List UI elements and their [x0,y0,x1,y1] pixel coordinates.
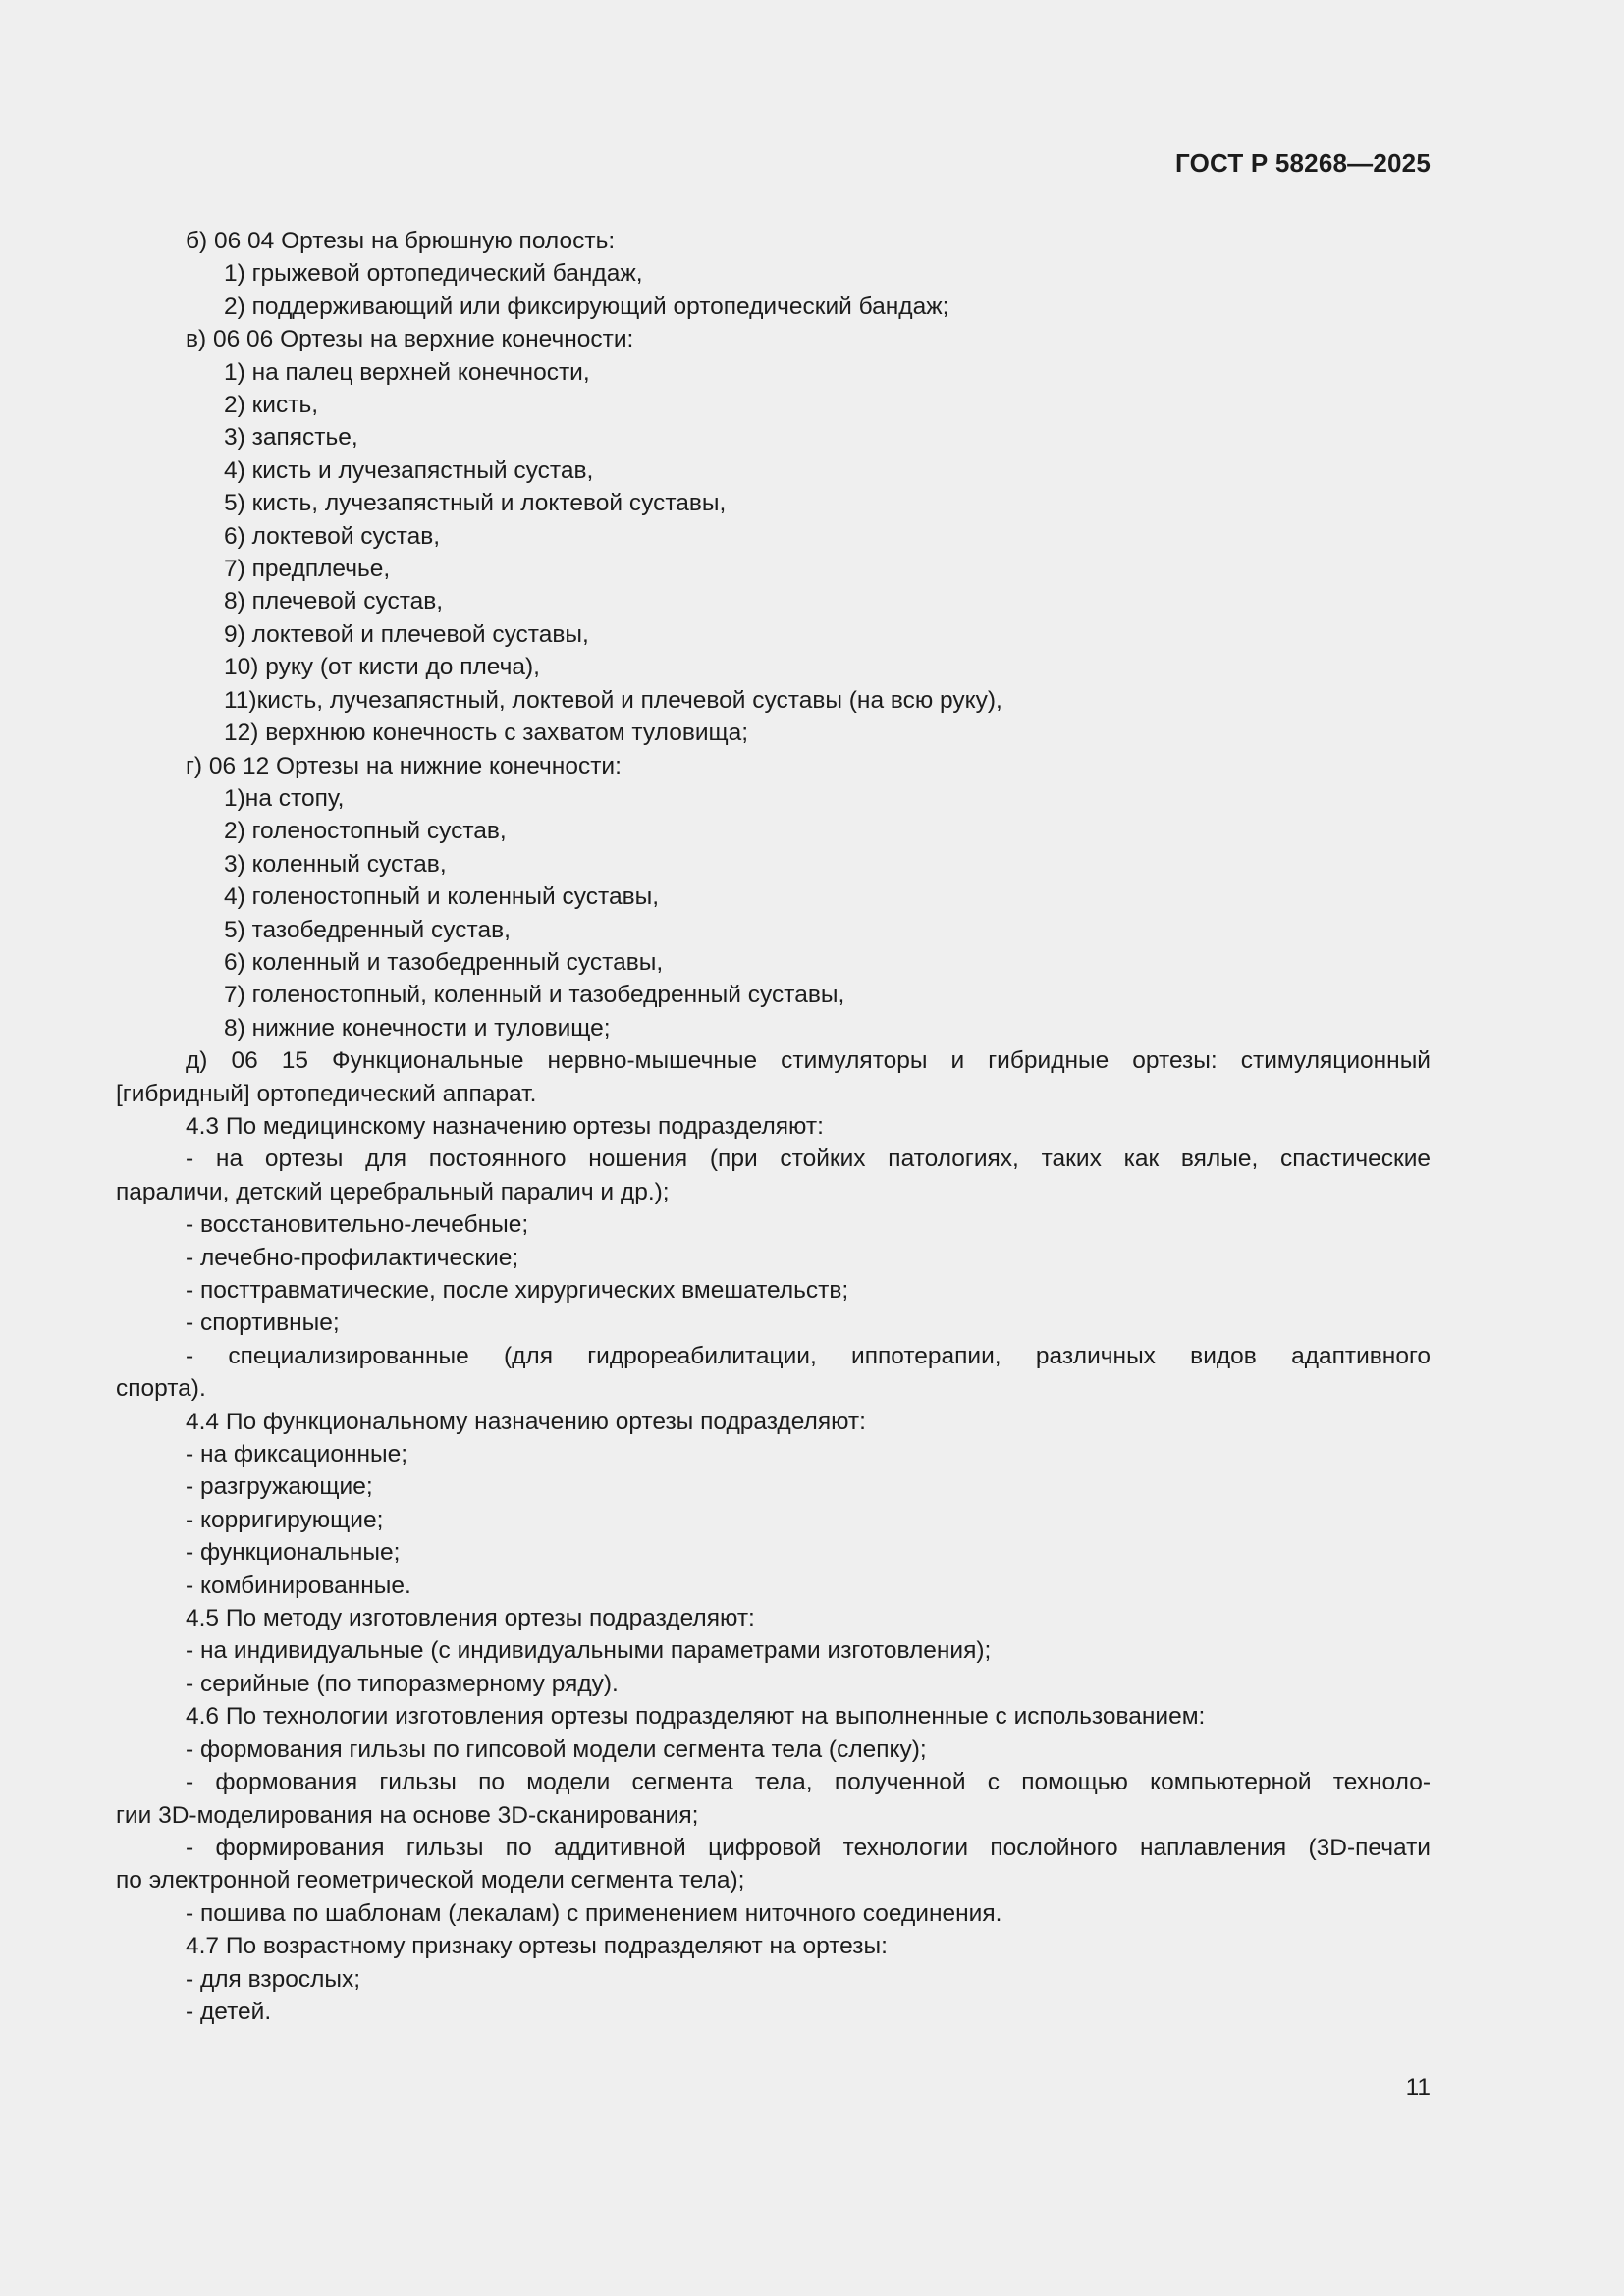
text-line: - посттравматические, после хирургических вмешательств; [186,1277,849,1304]
text-line: - спортивные; [186,1309,340,1337]
document-body [116,225,1431,2028]
text-line: 4.7 По возрастному признаку ортезы подразделяют на ортезы: [186,1933,888,1960]
text-line: - серийные (по типоразмерному ряду). [186,1670,619,1697]
text-line: 8) нижние конечности и туловище; [224,1014,611,1041]
text-line: - формования гильзы по гипсовой модели сегмента тела (слепку); [186,1735,927,1763]
text-line: - для взрослых; [186,1965,361,1993]
text-line: - лечебно-профилактические; [186,1244,519,1271]
document-code: ГОСТ Р 58268—2025 [1175,148,1431,178]
text-line: - детей. [186,1998,272,2025]
text-line: параличи, детский церебральный паралич и др.); [116,1178,670,1205]
text-line: 9) локтевой и плечевой суставы, [224,620,589,648]
text-line: 3) запястье, [224,424,358,452]
text-line: в) 06 06 Ортезы на верхние конечности: [186,326,634,353]
text-line: 6) локтевой сустав, [224,522,441,550]
text-line: 4) кисть и лучезапястный сустав, [224,456,594,484]
text-line: - разгружающие; [186,1473,373,1501]
text-line: - пошива по шаблонам (лекалам) с применением ниточного соединения. [186,1899,1002,1927]
text-line: д) 06 15 Функциональные нервно-мышечные стимуляторы и гибридные ортезы: стимуляционный [186,1047,1431,1075]
text-line: 2) голеностопный сустав, [224,818,507,845]
text-line: - на индивидуальные (с индивидуальными параметрами изготовления); [186,1637,992,1665]
text-line: - на ортезы для постоянного ношения (при стойких патологиях, таких как вялые, спастические [186,1146,1431,1173]
text-line: 12) верхнюю конечность с захватом туловища; [224,720,749,747]
text-line: - формования гильзы по модели сегмента тела, полученной с помощью компьютерной техноло- [186,1769,1431,1796]
text-line: по электронной геометрической модели сегмента тела); [116,1867,745,1895]
text-line: - восстановительно-лечебные; [186,1211,529,1239]
text-line: 2) поддерживающий или фиксирующий ортопедический бандаж; [224,293,949,320]
text-line: - функциональные; [186,1539,401,1567]
text-line: 1) грыжевой ортопедический бандаж, [224,260,643,288]
text-line: - на фиксационные; [186,1441,408,1468]
text-line: 8) плечевой сустав, [224,588,444,615]
text-line: 7) голеностопный, коленный и тазобедренный суставы, [224,982,845,1009]
text-line: г) 06 12 Ортезы на нижние конечности: [186,752,622,779]
text-line: спорта). [116,1375,206,1403]
text-line: 2) кисть, [224,392,319,419]
text-line: 6) коленный и тазобедренный суставы, [224,948,664,976]
text-line: - формирования гильзы по аддитивной цифровой технологии послойного наплавления (3D-печати [186,1834,1431,1861]
text-line: 10) руку (от кисти до плеча), [224,654,540,681]
text-line: 4) голеностопный и коленный суставы, [224,883,660,911]
page-number: 11 [1405,2074,1431,2101]
text-line: 4.6 По технологии изготовления ортезы подразделяют на выполненные с использованием: [186,1703,1206,1731]
text-line: - специализированные (для гидрореабилитации, иппотерапии, различных видов адаптивного [186,1342,1431,1369]
text-line: 4.5 По методу изготовления ортезы подразделяют: [186,1605,755,1632]
text-line: 3) коленный сустав, [224,850,447,878]
text-line: - корригирующие; [186,1506,384,1533]
text-line: 7) предплечье, [224,556,391,583]
text-line: [гибридный] ортопедический аппарат. [116,1080,537,1107]
text-line: 1) на палец верхней конечности, [224,358,590,386]
text-line: 5) кисть, лучезапястный и локтевой суставы, [224,490,727,517]
text-line: 4.4 По функциональному назначению ортезы подразделяют: [186,1408,866,1435]
text-line: 5) тазобедренный сустав, [224,916,511,943]
text-line: - комбинированные. [186,1572,411,1599]
text-line: гии 3D-моделирования на основе 3D-сканирования; [116,1801,699,1829]
text-line: б) 06 04 Ортезы на брюшную полость: [186,228,616,254]
text-line: 1)на стопу, [224,784,345,812]
text-line: 11)кисть, лучезапястный, локтевой и плечевой суставы (на всю руку), [224,686,1002,714]
text-line: 4.3 По медицинскому назначению ортезы подразделяют: [186,1112,824,1140]
